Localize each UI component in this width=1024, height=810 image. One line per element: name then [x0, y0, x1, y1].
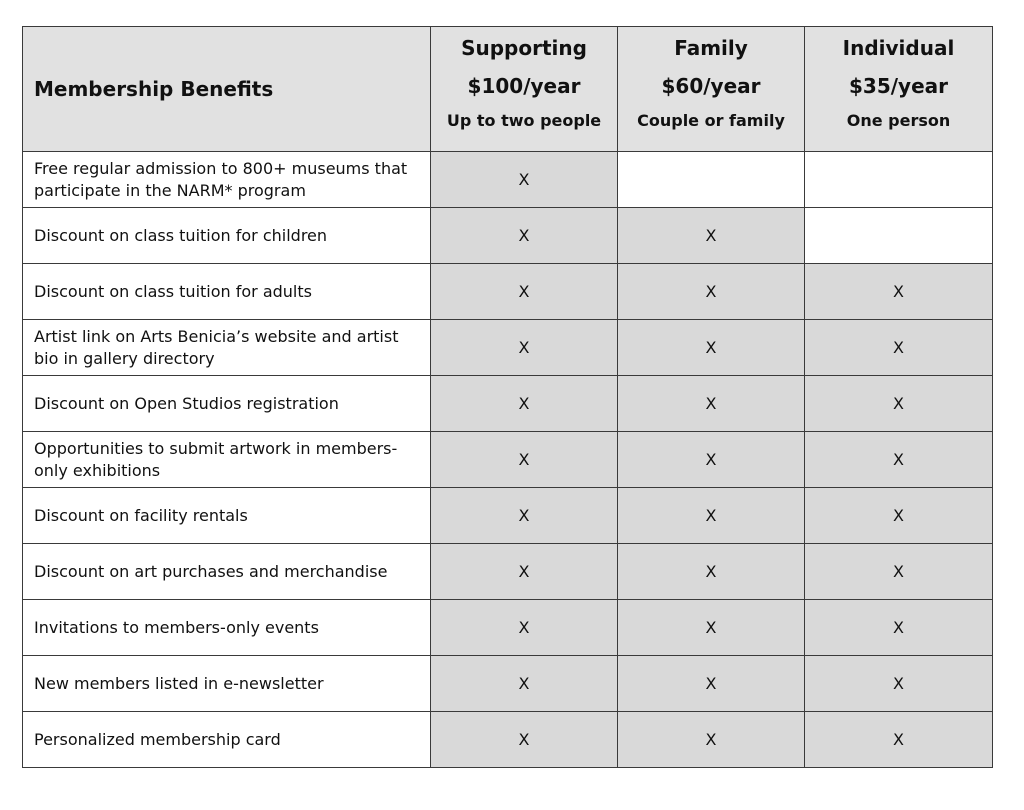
supporting-mark: X [431, 432, 618, 488]
benefit-label: Opportunities to submit artwork in members-only exhibitions [23, 432, 431, 488]
individual-mark: X [805, 656, 993, 712]
individual-mark: X [805, 488, 993, 544]
table-row [23, 600, 993, 656]
family-mark: X [618, 712, 805, 768]
family-mark: X [618, 488, 805, 544]
benefit-label: Discount on art purchases and merchandise [23, 544, 431, 600]
benefits-table-body [23, 152, 993, 768]
individual-mark: X [805, 376, 993, 432]
family-mark [618, 152, 805, 208]
individual-mark: X [805, 600, 993, 656]
tier-price: $100/year [467, 74, 581, 98]
individual-mark [805, 208, 993, 264]
family-mark: X [618, 432, 805, 488]
supporting-mark: X [431, 544, 618, 600]
tier-description: Up to two people [446, 111, 602, 130]
benefit-label: New members listed in e-newsletter [23, 656, 431, 712]
table-title: Membership Benefits [34, 77, 274, 101]
family-mark: X [618, 544, 805, 600]
table-row [23, 152, 993, 208]
table-row [23, 208, 993, 264]
table-row [23, 432, 993, 488]
individual-mark: X [805, 264, 993, 320]
supporting-mark: X [431, 376, 618, 432]
family-mark: X [618, 320, 805, 376]
benefit-label: Personalized membership card [23, 712, 431, 768]
benefit-label: Artist link on Arts Benicia’s website and artist bio in gallery directory [23, 320, 431, 376]
supporting-mark: X [431, 488, 618, 544]
family-mark: X [618, 208, 805, 264]
benefit-label: Invitations to members-only events [23, 600, 431, 656]
benefit-label: Discount on facility rentals [23, 488, 431, 544]
tier-description: Couple or family [637, 111, 785, 130]
supporting-mark: X [431, 656, 618, 712]
tier-price: $35/year [848, 74, 948, 98]
table-row [23, 544, 993, 600]
tier-name: Supporting [461, 36, 587, 60]
family-mark: X [618, 600, 805, 656]
table-row [23, 488, 993, 544]
benefit-label: Discount on class tuition for adults [23, 264, 431, 320]
table-row [23, 376, 993, 432]
individual-mark: X [805, 320, 993, 376]
header-title-cell [23, 27, 431, 152]
table-row [23, 656, 993, 712]
supporting-mark: X [431, 152, 618, 208]
family-mark: X [618, 376, 805, 432]
tier-header-supporting [431, 27, 618, 152]
tier-name: Individual [842, 36, 955, 60]
individual-mark: X [805, 544, 993, 600]
tier-header-individual [805, 27, 993, 152]
family-mark: X [618, 656, 805, 712]
membership-benefits-table [22, 26, 993, 768]
supporting-mark: X [431, 712, 618, 768]
supporting-mark: X [431, 264, 618, 320]
individual-mark [805, 152, 993, 208]
family-mark: X [618, 264, 805, 320]
individual-mark: X [805, 712, 993, 768]
tier-header-family [618, 27, 805, 152]
table-header-row [23, 27, 993, 152]
benefit-label: Discount on class tuition for children [23, 208, 431, 264]
benefit-label: Discount on Open Studios registration [23, 376, 431, 432]
tier-price: $60/year [661, 74, 761, 98]
tier-name: Family [674, 36, 748, 60]
table-row [23, 264, 993, 320]
table-row [23, 320, 993, 376]
benefit-label: Free regular admission to 800+ museums that participate in the NARM* program [23, 152, 431, 208]
supporting-mark: X [431, 208, 618, 264]
individual-mark: X [805, 432, 993, 488]
tier-description: One person [846, 111, 951, 130]
supporting-mark: X [431, 600, 618, 656]
supporting-mark: X [431, 320, 618, 376]
table-row [23, 712, 993, 768]
